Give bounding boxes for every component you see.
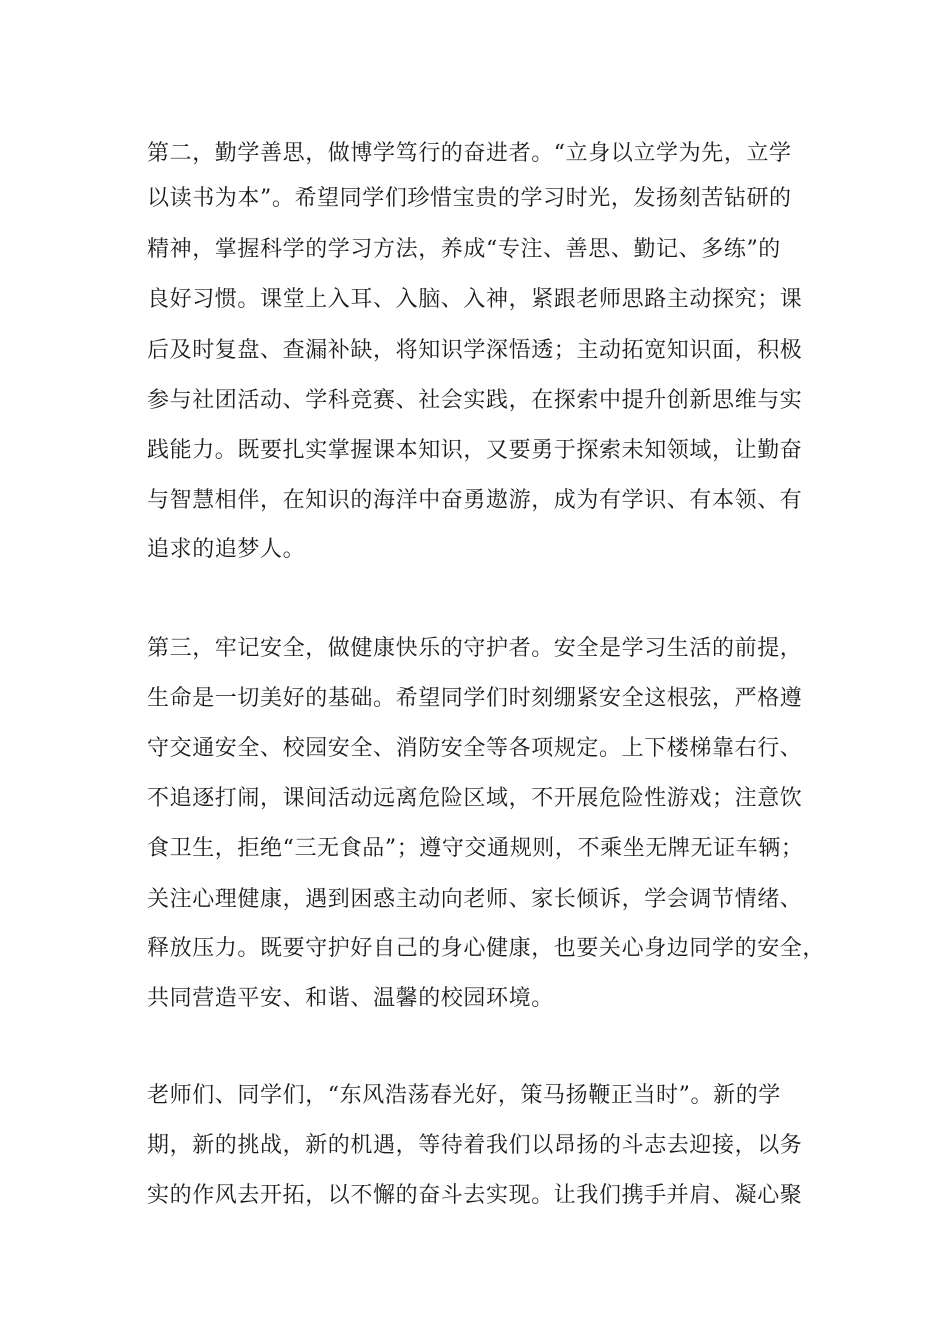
text-line: 老师们、同学们，“东风浩荡春光好，策马扬鞭正当时”。新的学 [147, 1083, 781, 1108]
text-line: 与智慧相伴，在知识的海洋中奋勇遨游，成为有学识、有本领、有 [147, 488, 803, 513]
text-line: 不追逐打闹，课间活动远离危险区域，不开展危险性游戏；注意饮 [147, 786, 803, 811]
text-line: 良好习惯。课堂上入耳、入脑、入神，紧跟老师思路主动探究；课 [147, 287, 803, 312]
text-line: 精神，掌握科学的学习方法，养成“专注、善思、勤记、多练”的 [147, 237, 781, 262]
text-line: 期，新的挑战，新的机遇，等待着我们以昂扬的斗志去迎接，以务 [147, 1133, 803, 1158]
text-line: 追求的追梦人。 [147, 537, 306, 562]
text-line: 关注心理健康，遇到困惑主动向老师、家长倾诉，学会调节情绪、 [147, 887, 803, 912]
text-line: 第三，牢记安全，做健康快乐的守护者。安全是学习生活的前提， [147, 636, 803, 661]
text-line: 实的作风去开拓，以不懈的奋斗去实现。让我们携手并肩、凝心聚 [147, 1183, 803, 1208]
text-line: 参与社团活动、学科竞赛、社会实践，在探索中提升创新思维与实 [147, 388, 803, 413]
text-line: 食卫生，拒绝“三无食品”；遵守交通规则，不乘坐无牌无证车辆； [147, 836, 804, 861]
text-line: 践能力。既要扎实掌握课本知识，又要勇于探索未知领域，让勤奋 [147, 438, 803, 463]
text-line: 后及时复盘、查漏补缺，将知识学深悟透；主动拓宽知识面，积极 [147, 338, 803, 363]
text-line: 释放压力。既要守护好自己的身心健康，也要关心身边同学的安全， [147, 936, 826, 961]
text-line: 守交通安全、校园安全、消防安全等各项规定。上下楼梯靠右行、 [147, 736, 803, 761]
text-line: 以读书为本”。希望同学们珍惜宝贵的学习时光，发扬刻苦钻研的 [147, 186, 792, 211]
text-line: 第二，勤学善思，做博学笃行的奋进者。“立身以立学为先，立学 [147, 141, 792, 166]
text-line: 共同营造平安、和谐、温馨的校园环境。 [147, 986, 554, 1011]
text-line: 生命是一切美好的基础。希望同学们时刻绷紧安全这根弦，严格遵 [147, 686, 803, 711]
